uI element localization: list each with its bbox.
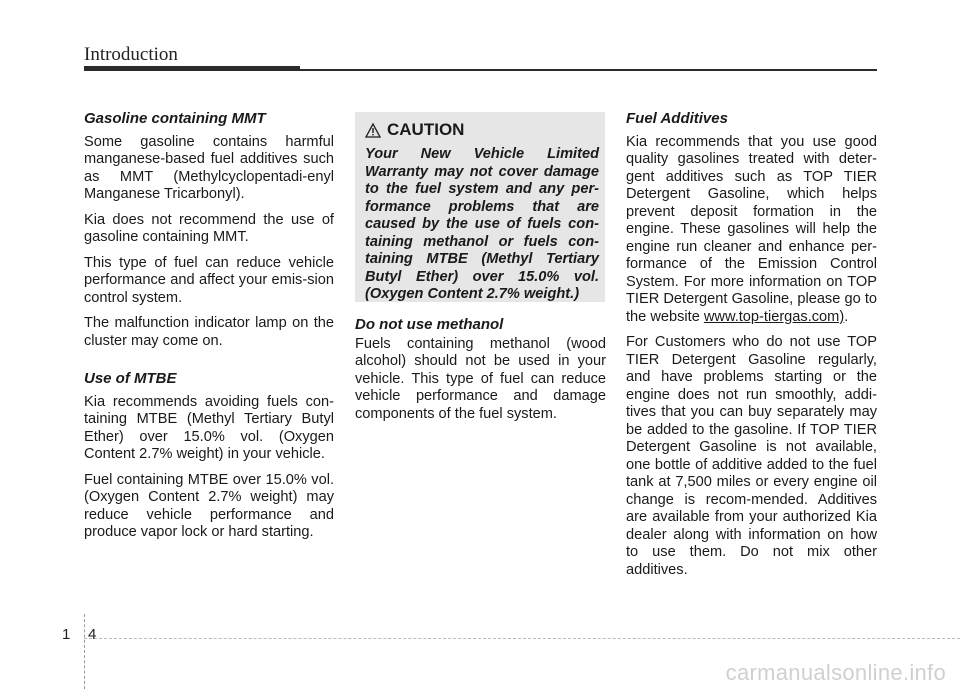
page-header-title: Introduction xyxy=(84,44,178,65)
warning-triangle-icon xyxy=(365,123,381,138)
paragraph: Kia does not recommend the use of gasoline containing MMT. xyxy=(84,211,334,245)
caution-title: CAUTION xyxy=(387,120,465,139)
column-right xyxy=(626,110,877,587)
paragraph-text: Kia recommends that you use good quality gasolines treated with deter-gent additives such as TOP TIER Detergent Gasoline, which helps prevent deposit formation in the engine. These gasolines will help the engine run cleaner and enhance per-formance of the Emission Control System. For more information on TOP TIER Detergent Gasoline, please go to the website xyxy=(626,133,877,325)
footer-horizontal-line xyxy=(84,638,960,639)
section-title-methanol: Do not use methanol xyxy=(355,316,504,333)
paragraph xyxy=(626,134,877,327)
footer-vertical-line xyxy=(84,614,86,689)
paragraph: The malfunction indicator lamp on the cluster may come on. xyxy=(84,315,334,349)
paragraph: Some gasoline contains harmful manganese-based fuel additives such as MMT (Methylcyclopentadi-enyl Manganese Tricarbonyl). xyxy=(84,133,334,202)
paragraph: Kia recommends avoiding fuels con-taining MTBE (Methyl Tertiary Butyl Ether) over 15.0% vol. (Oxygen Content 2.7% weight) in your vehicle. xyxy=(84,393,334,462)
paragraph: Fuels containing methanol (wood alcohol) should not be used in your vehicle. This type of fuel can reduce vehicle performance and damage components of the fuel system. xyxy=(355,335,606,422)
caution-header xyxy=(365,120,464,140)
caution-box xyxy=(355,112,605,302)
page-number: 4 xyxy=(88,626,97,643)
chapter-number: 1 xyxy=(62,626,71,643)
section-title-mmt: Gasoline containing MMT xyxy=(84,110,266,127)
section-title-fuel-additives: Fuel Additives xyxy=(626,110,728,127)
header-rule-thin xyxy=(300,69,877,71)
column-left xyxy=(84,110,334,550)
section-title-mtbe: Use of MTBE xyxy=(84,370,177,387)
website-link[interactable]: www.top-tiergas.com) xyxy=(703,308,845,325)
paragraph: Fuel containing MTBE over 15.0% vol. (Oxygen Content 2.7% weight) may reduce vehicle performance and produce vapor lock or hard starting. xyxy=(84,471,334,540)
caution-text: Your New Vehicle Limited Warranty may not cover damage to the fuel system and any per-formance problems that are caused by the use of fuels con-taining methanol or fuels con-taining MTBE (Methyl Tertiary Butyl Ether) over 15.0% vol. (Oxygen Content 2.7% weight.) xyxy=(365,146,599,302)
paragraph: For Customers who do not use TOP TIER Detergent Gasoline regularly, and have problems starting or the engine does not run smoothly, addi-tives that you can buy separately may be added to the gasoline. If TOP TIER Detergent Gasoline is not available, one bottle of additive added to the fuel tank at 7,500 miles or every engine oil change is recom-mended. Additives are available from your authorized Kia dealer along with information on how to use them. Do not mix other additives. xyxy=(626,334,877,578)
column-middle-methanol xyxy=(355,316,606,431)
watermark: carmanualsonline.info xyxy=(725,660,946,685)
header-rule-thick xyxy=(84,66,300,71)
paragraph: This type of fuel can reduce vehicle performance and affect your emis-sion control system. xyxy=(84,254,334,306)
paragraph-end: . xyxy=(844,308,849,325)
